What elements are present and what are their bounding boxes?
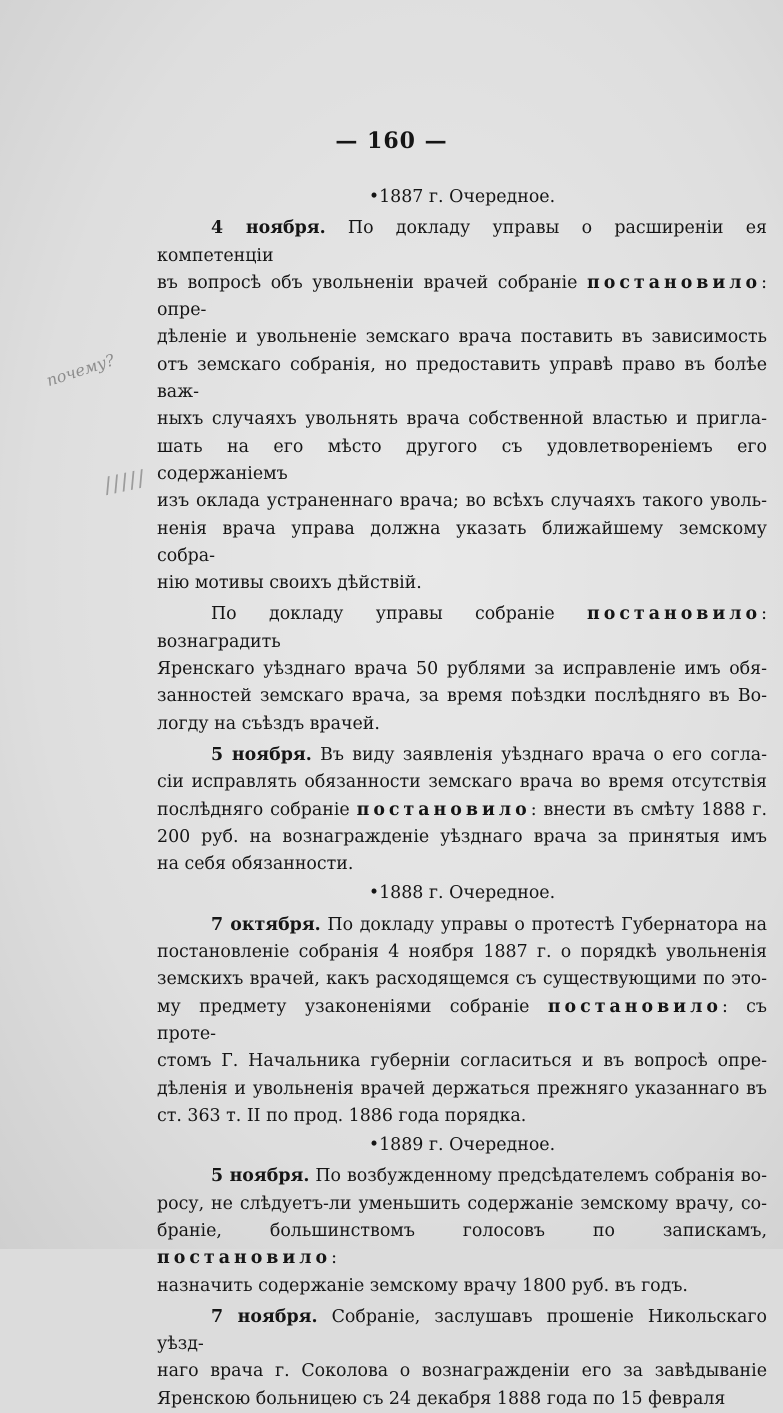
text-line — [157, 851, 767, 878]
line-text: росу, не слѣдуетъ-ли уменьшить содержаніе земскому врачу, со- — [157, 1193, 767, 1214]
line-text: изъ оклада устраненнаго врача; во всѣхъ случаяхъ такого уволь- — [157, 491, 767, 512]
text-line — [157, 966, 767, 993]
line-text: По докладу управы о расширеніи ея компетенціи — [157, 218, 767, 266]
line-text: наго врача г. Соколова о вознагражденіи его за завѣдываніе — [157, 1361, 767, 1382]
line-text: : вознаградить — [157, 604, 767, 652]
text-line — [157, 324, 767, 351]
line-text: : опре- — [157, 272, 767, 321]
spaced-emphasis: постановило — [587, 272, 762, 293]
text-line — [157, 1076, 767, 1103]
text-line — [157, 1218, 767, 1273]
spaced-emphasis: постановило — [547, 996, 722, 1017]
line-text: По докладу управы собраніе — [211, 604, 587, 625]
line-text: логду на съѣздъ врачей. — [157, 713, 380, 734]
text-line — [157, 270, 767, 325]
text-line — [157, 434, 767, 489]
spaced-emphasis: постановило — [157, 1248, 332, 1269]
text-line — [157, 1191, 767, 1218]
margin-pencil-marks: ///// — [101, 465, 149, 500]
spaced-emphasis: постановило — [356, 799, 531, 820]
text-line — [157, 1163, 767, 1190]
line-text: нію мотивы своихъ дѣйствій. — [157, 573, 422, 594]
line-text: постановленіе собранія 4 ноября 1887 г. о порядкѣ увольненія — [157, 942, 767, 963]
text-line — [157, 683, 767, 710]
section-heading: •1888 г. Очередное. — [368, 883, 556, 904]
line-text: стомъ Г. Начальника губерніи согласиться и въ вопросѣ опре- — [157, 1051, 767, 1072]
text-line — [157, 601, 767, 656]
line-text: отъ земскаго собранія, но предоставить управѣ право въ болѣе важ- — [157, 354, 767, 403]
entry-date: 7 ноября. — [211, 1306, 318, 1327]
line-text: : — [331, 1248, 337, 1269]
text-line — [157, 215, 767, 270]
line-text: : съ проте- — [157, 996, 767, 1044]
text-line — [157, 1273, 767, 1300]
text-line — [157, 939, 767, 966]
line-text: дѣленіе и увольненіе земскаго врача поставить въ зависимость — [157, 327, 767, 348]
text-line — [157, 406, 767, 433]
entry-date: 7 октября. — [211, 914, 321, 935]
text-line — [157, 1386, 767, 1413]
line-text: : внести въ смѣту 1888 г. — [530, 799, 768, 820]
page-number: — 160 — — [335, 128, 448, 154]
line-text: на себя обязанности. — [157, 854, 354, 875]
line-text: му предмету узаконеніями собраніе — [157, 996, 548, 1017]
line-text: браніе, большинствомъ голосовъ по запискамъ, — [157, 1220, 767, 1241]
entry-date: 4 ноября. — [211, 218, 326, 239]
line-text: Яренскаго уѣзднаго врача 50 рублями за исправленіе имъ обя- — [157, 659, 767, 680]
section-heading: •1889 г. Очередное. — [368, 1135, 556, 1156]
text-line — [157, 994, 767, 1049]
line-text: Яренскою больницею съ 24 декабря 1888 года по 15 февраля — [157, 1388, 726, 1409]
line-text: дѣленія и увольненія врачей держаться прежняго указаннаго въ — [157, 1078, 767, 1099]
line-text: Въ виду заявленія уѣзднаго врача о его согла- — [311, 744, 767, 765]
line-text: 200 руб. на вознагражденіе уѣзднаго врача за принятыя имъ — [157, 826, 767, 847]
line-text: ст. 363 т. II по прод. 1886 года порядка. — [157, 1105, 527, 1126]
line-text: занностей земскаго врача, за время поѣздки послѣдняго въ Во- — [157, 686, 767, 707]
text-line — [157, 742, 767, 769]
line-text: Собраніе, заслушавъ прошеніе Никольскаго уѣзд- — [157, 1306, 767, 1355]
line-text: По возбужденному предсѣдателемъ собранія во- — [309, 1166, 767, 1187]
line-text: земскихъ врачей, какъ расходящемся съ существующими по это- — [157, 969, 767, 990]
text-line — [157, 1358, 767, 1385]
text-line — [157, 1048, 767, 1075]
line-text: сіи исправлять обязанности земскаго врача во время отсутствія — [157, 772, 767, 793]
text-line — [157, 656, 767, 683]
spaced-emphasis: постановило — [587, 604, 762, 625]
text-line — [157, 824, 767, 851]
text-line — [157, 912, 767, 939]
line-text: По докладу управы о протестѣ Губернатора на — [320, 914, 767, 935]
text-line — [157, 711, 767, 738]
text-line — [157, 769, 767, 796]
line-text: ныхъ случаяхъ увольнять врача собственной властью и пригла- — [157, 409, 767, 430]
line-text: ненія врача управа должна указать ближайшему земскому собра- — [157, 518, 767, 566]
text-line — [157, 1304, 767, 1359]
text-line — [157, 1103, 767, 1130]
text-line — [157, 797, 767, 824]
text-line — [157, 352, 767, 407]
handwritten-margin-note: почему? — [44, 350, 117, 391]
entry-date: 5 ноября. — [211, 744, 312, 765]
text-line — [157, 516, 767, 571]
line-text: въ вопросѣ объ увольненіи врачей собраніе — [157, 272, 587, 293]
line-text: назначить содержаніе земскому врачу 1800 руб. въ годъ. — [157, 1275, 688, 1296]
section-heading: •1887 г. Очередное. — [368, 187, 556, 207]
line-text: шать на его мѣсто другого съ удовлетвореніемъ его содержаніемъ — [157, 436, 767, 484]
entry-date: 5 ноября. — [211, 1166, 310, 1187]
text-line — [157, 570, 767, 597]
text-line — [157, 488, 767, 515]
document-body — [157, 182, 767, 1413]
line-text: послѣдняго собраніе — [157, 799, 357, 820]
